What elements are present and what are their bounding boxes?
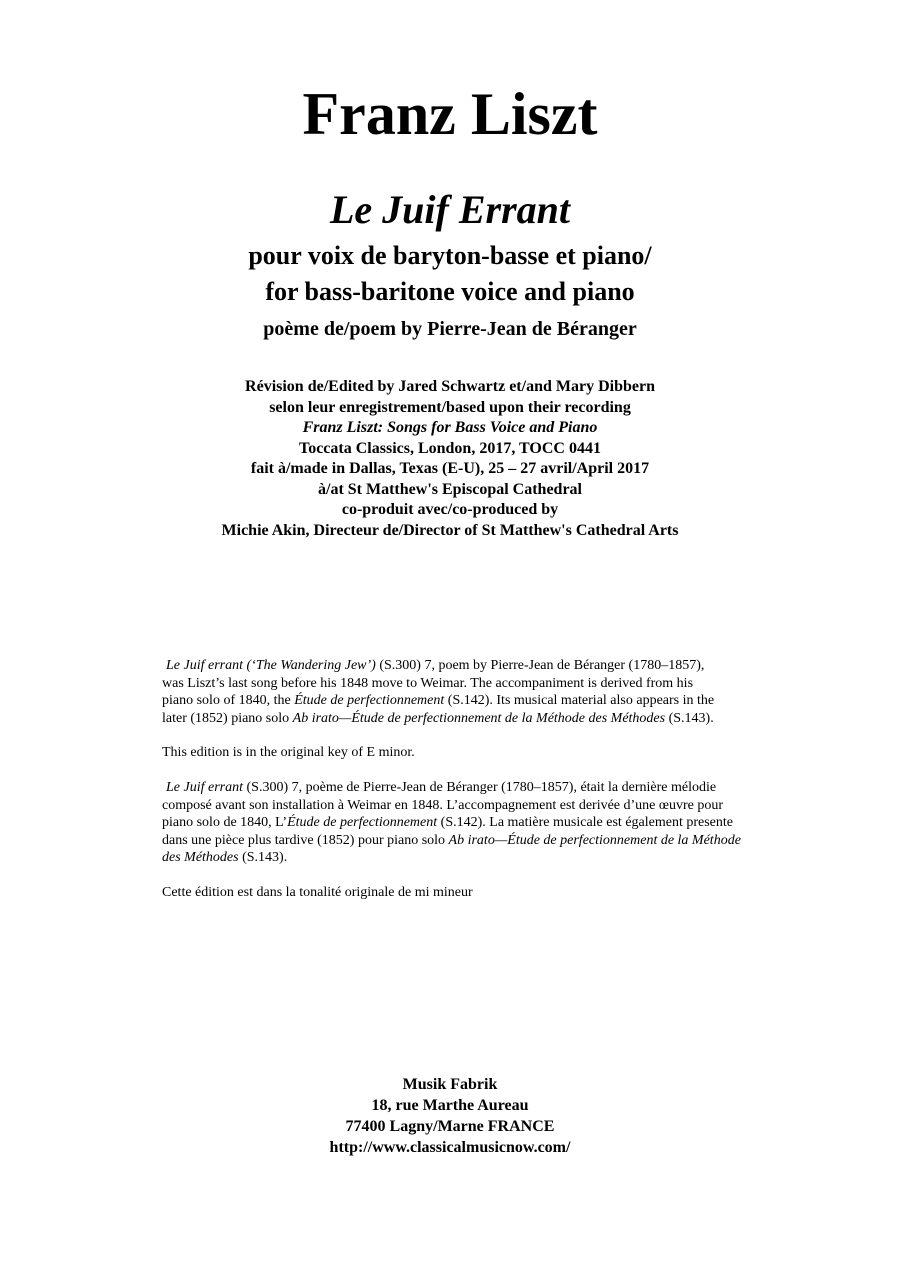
note-text: (S.142). La matière musicale est également presente (437, 815, 733, 831)
note-text: (S.143). (665, 710, 714, 726)
note-work-title: des Méthodes (162, 850, 239, 866)
credit-venue: à/at St Matthew's Episcopal Cathedral (318, 480, 582, 498)
publisher-address (0, 1074, 900, 1158)
note-work-title: Étude de perfectionnement (287, 815, 438, 831)
credit-coproduced: co-produit avec/co-produced by (341, 501, 559, 518)
note-work-title: Étude de perfectionnement (294, 693, 445, 709)
note-key-english: This edition is in the original key of E minor. (162, 745, 415, 761)
note-english (162, 657, 802, 727)
note-text: composé avant son installation à Weimar en 1848. L’accompagnement est derivée d’une œuvre pour (162, 797, 724, 813)
credit-recording-basis: selon leur enregistrement/based upon their recording (269, 398, 631, 416)
note-work-title: Ab irato—Étude de perfectionnement de la Méthode (448, 832, 741, 848)
credit-producer: Michie Akin, Directeur de/Director of St Matthew's Cathedral Arts (221, 521, 679, 539)
note-text: piano solo of 1840, the (162, 693, 295, 709)
note-text: was Liszt’s last song before his 1848 move to Weimar. The accompaniment is derived from his (162, 675, 694, 691)
credit-label: Toccata Classics, London, 2017, TOCC 0441 (299, 439, 601, 457)
note-work-title: Ab irato—Étude de perfectionnement de la Méthode des Méthodes (292, 710, 666, 726)
publisher-street: 18, rue Marthe Aureau (371, 1097, 529, 1114)
subtitle-french: pour voix de baryton-basse et piano/ (248, 241, 652, 270)
note-text: piano solo de 1840, L’ (162, 815, 288, 831)
note-en-title: Le Juif errant (‘The Wandering Jew’) (166, 658, 376, 673)
note-text: (S.300) 7, poème de Pierre-Jean de Béranger (1780–1857), était la dernière mélodie (243, 779, 717, 795)
program-notes (162, 657, 802, 919)
note-fr-title: Le Juif errant (166, 779, 243, 795)
note-french (162, 779, 802, 867)
work-title: Le Juif Errant (329, 187, 571, 232)
note-text: (S.143). (238, 850, 288, 866)
composer-name: Franz Liszt (302, 81, 598, 147)
publisher-name: Musik Fabrik (402, 1076, 498, 1093)
credit-editors: Révision de/Edited by Jared Schwartz et/and Mary Dibbern (245, 378, 655, 395)
note-text: later (1852) piano solo (162, 710, 293, 726)
publisher-url: http://www.classicalmusicnow.com/ (329, 1139, 571, 1156)
note-text: (S.142). Its musical material also appears in the (444, 693, 715, 709)
subtitle-english: for bass-baritone voice and piano (265, 277, 635, 306)
credit-recording-title: Franz Liszt: Songs for Bass Voice and Piano (302, 419, 598, 436)
poem-credit: poème de/poem by Pierre-Jean de Béranger (263, 318, 637, 340)
note-text: (S.300) 7, poem by Pierre-Jean de Béranger (1780–1857), (375, 658, 705, 673)
publisher-city: 77400 Lagny/Marne FRANCE (345, 1118, 555, 1135)
note-key-french: Cette édition est dans la tonalité originale de mi mineur (162, 884, 473, 900)
edition-credits (0, 377, 900, 541)
credit-recording-place-date: fait à/made in Dallas, Texas (E-U), 25 – 27 avril/April 2017 (250, 460, 650, 477)
note-text: dans une pièce plus tardive (1852) pour piano solo (162, 832, 449, 848)
